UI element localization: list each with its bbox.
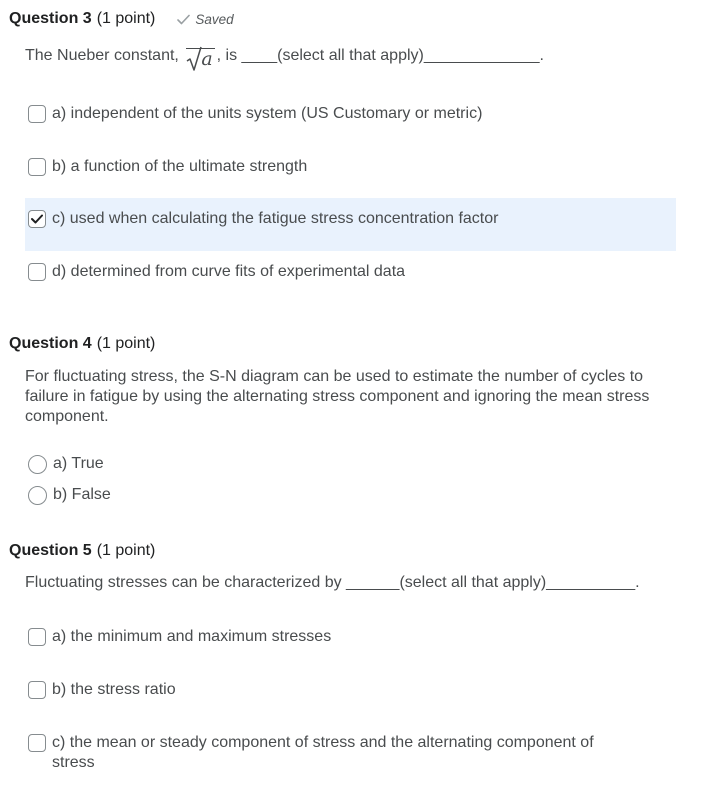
- sqrt-expression: [186, 48, 214, 71]
- q5-option-a-label[interactable]: a) the minimum and maximum stresses: [52, 628, 332, 645]
- question-3-title: Question 3: [9, 10, 92, 27]
- q3-option-b-checkbox[interactable]: [28, 158, 46, 176]
- question-3-text-after: , is ____(select all that apply)_____________.: [216, 47, 544, 64]
- sqrt-variable: a: [186, 48, 214, 69]
- question-5-points: (1 point): [96, 542, 156, 559]
- question-4-header: [9, 333, 155, 355]
- q4-option-a-radio[interactable]: [28, 455, 47, 474]
- q3-option-a[interactable]: [25, 104, 676, 126]
- q5-option-b-checkbox[interactable]: [28, 681, 46, 699]
- question-5-header: [9, 540, 155, 562]
- q3-option-c-label[interactable]: c) used when calculating the fatigue stress concentration factor: [52, 210, 499, 227]
- question-4-points: (1 point): [96, 335, 156, 352]
- question-5-title: Question 5: [9, 542, 92, 559]
- sqrt-symbol-icon: [186, 46, 202, 72]
- q5-option-b-label[interactable]: b) the stress ratio: [52, 681, 176, 698]
- q4-option-b-label[interactable]: b) False: [53, 486, 111, 503]
- q5-option-a[interactable]: [25, 627, 676, 649]
- q3-option-d-label[interactable]: d) determined from curve fits of experimental data: [52, 263, 406, 280]
- q3-option-a-label[interactable]: a) independent of the units system (US Customary or metric): [52, 105, 483, 122]
- question-3-text-before: The Nueber constant,: [25, 47, 184, 64]
- q3-option-d-checkbox[interactable]: [28, 263, 46, 281]
- saved-label: Saved: [195, 11, 234, 27]
- q3-option-b[interactable]: [25, 157, 676, 179]
- q3-option-a-checkbox[interactable]: [28, 105, 46, 123]
- q4-option-a[interactable]: [25, 454, 676, 476]
- question-3-text: [25, 46, 544, 71]
- q4-option-b-radio[interactable]: [28, 486, 47, 505]
- question-3-header: [9, 8, 234, 30]
- question-5-text: Fluctuating stresses can be characterized by ______(select all that apply)__________.: [25, 574, 640, 591]
- q5-option-c-label[interactable]: c) the mean or steady component of stress and the alternating component of stress: [52, 734, 594, 771]
- q5-option-c-checkbox[interactable]: [28, 734, 46, 752]
- q4-option-a-label[interactable]: a) True: [53, 455, 104, 472]
- question-4-text: For fluctuating stress, the S-N diagram can be used to estimate the number of cycles to failure in fatigue by using the alternating stress component and ignoring the mean stress component.: [25, 368, 650, 425]
- q5-option-c[interactable]: [25, 733, 676, 777]
- question-4-title: Question 4: [9, 335, 92, 352]
- check-icon: [31, 214, 43, 224]
- question-3-points: (1 point): [96, 10, 156, 27]
- q3-option-d[interactable]: [25, 262, 676, 284]
- q5-option-a-checkbox[interactable]: [28, 628, 46, 646]
- q4-option-b[interactable]: [25, 485, 676, 507]
- q3-option-c-checkbox[interactable]: [28, 210, 46, 228]
- q3-option-b-label[interactable]: b) a function of the ultimate strength: [52, 158, 308, 175]
- checkmark-icon: [177, 14, 190, 25]
- saved-status: [177, 12, 233, 27]
- q5-option-b[interactable]: [25, 680, 676, 702]
- q3-option-c[interactable]: [25, 198, 676, 251]
